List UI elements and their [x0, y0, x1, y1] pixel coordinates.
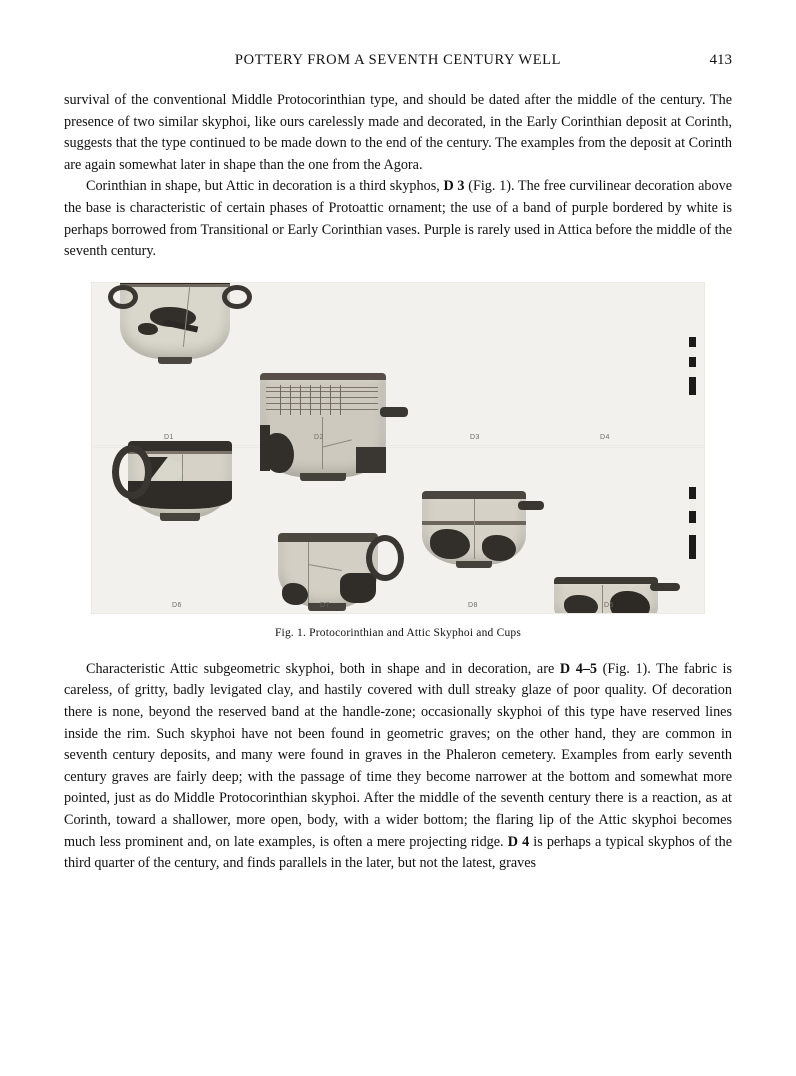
paragraph-3-text-b: (Fig. 1). The fabric is careless, of gritty, badly levigated clay, and hastily covered with dull streaky glaze of poor quality. Of decoration there is none, beyond the reserved band at the handle-zone; occasionally skyphoi of this type have reserved lines inside the rim. Such skyphoi have not been found in geometric graves; on the other hand, they are common in seventh century deposits, and many were found in graves in the Phaleron cemetery. Examples from early seventh century graves are fairly deep; with the passage of time they become narrower at the bottom and somewhat more pointed, just as do Middle Protocorinthian skyphoi. After the middle of the seventh century there is a reaction, as at Corinth, toward a shallower, more open, body, with a wider bottom; the flaring lip of the Attic skyphoi becomes much less prominent and, on late examples, is often a mere projecting ridge.: [64, 660, 732, 850]
paragraph-2-text-b: (Fig. 1). The free curvilinear decoration above the base is characteristic of certain phases of Protoattic ornament; the use of a band of purple bordered by white is perhaps borrowed from Transitional or Early Corinthian vases. Purple is rarely used in Attica before the middle of the seventh century.: [64, 178, 733, 260]
figure-caption: Fig. 1. Protocorinthian and Attic Skyphoi and Cups: [274, 626, 522, 639]
vessel-d7: [278, 533, 378, 613]
running-title: POTTERY FROM A SEVENTH CENTURY WELL: [234, 52, 562, 68]
vessel-label-d2: D2: [314, 433, 324, 441]
vessel-label-d7: D7: [320, 601, 330, 609]
paragraph-2-text-a: Corinthian in shape, but Attic in decoration is a third skyphos,: [86, 178, 444, 195]
paragraph-1: survival of the conventional Middle Protocorinthian type, and should be dated after the middle of the century. The presence of two similar skyphoi, like ours carelessly made and decorated, in the Early Corinthian deposit at Corinth, suggests that the type continued to be made down to the end of the century. The examples from the deposit at Corinth are again somewhat later in shape than the one from the Agora.: [64, 92, 732, 173]
running-head: [64, 52, 732, 74]
vessel-label-d6: D6: [172, 601, 182, 609]
vessel-label-d1: D1: [164, 433, 174, 441]
paragraph-3: [64, 659, 732, 875]
page: [0, 52, 796, 1076]
scale-bar-top: [689, 337, 696, 395]
page-number: 413: [709, 52, 732, 68]
figure-1: [64, 283, 732, 639]
body-text-top: [64, 90, 732, 263]
body-text-bottom: [64, 659, 732, 875]
catalog-number-d4: D 4: [507, 833, 530, 850]
figure-plate-image: [92, 283, 704, 613]
paragraph-3-text-c: is perhaps a typical skyphos of the third quarter of the century, and finds parallels in the later, but not the latest, graves: [64, 833, 733, 872]
vessel-label-d4: D4: [600, 433, 610, 441]
catalog-number-d3: D 3: [443, 178, 465, 195]
vessel-label-d3: D3: [470, 433, 480, 441]
vessel-d1: [120, 283, 230, 373]
catalog-number-d4-5: D 4–5: [559, 660, 598, 677]
plate-row-top: [92, 295, 704, 445]
paragraph-2: [64, 176, 732, 262]
vessel-label-d8: D8: [468, 601, 478, 609]
scale-bar-bottom: [689, 487, 696, 559]
vessel-d6: [128, 441, 232, 533]
paragraph-3-text-a: Characteristic Attic subgeometric skyphoi, both in shape and in decoration, are: [86, 660, 560, 677]
vessel-label-d5: D5: [604, 601, 614, 609]
plate-row-bottom: [92, 463, 704, 613]
